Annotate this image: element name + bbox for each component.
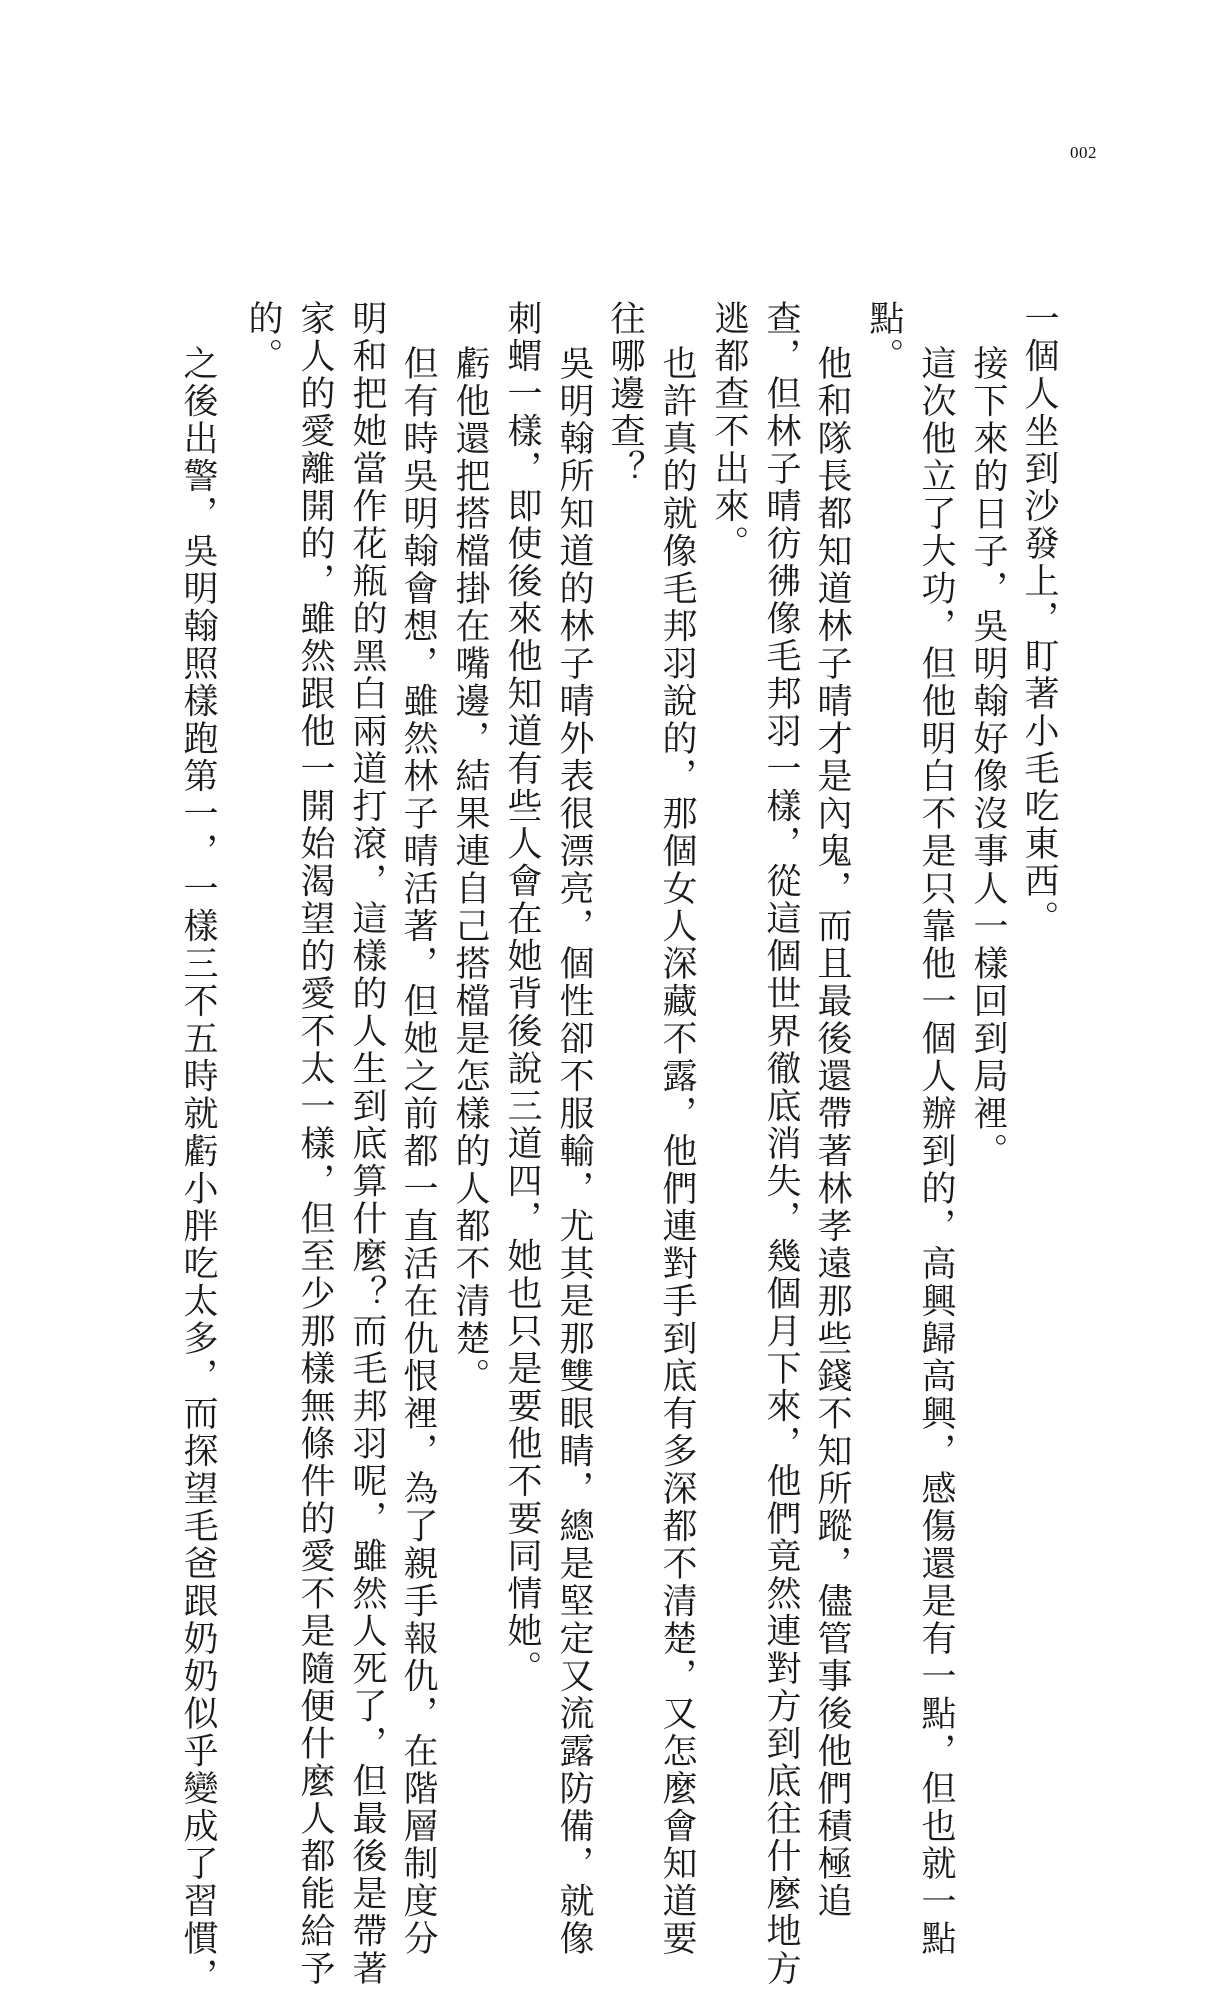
paragraph-line: 家人的愛離開的，雖然跟他一開始渴望的愛不太一樣，但至少那樣無條件的愛不是隨便什麼人都能給予 bbox=[295, 300, 335, 1988]
paragraph-line: 一個人坐到沙發上，盯著小毛吃東西。 bbox=[1019, 300, 1059, 938]
text-column-15 bbox=[291, 0, 339, 1988]
paragraph-line: 接下來的日子，吳明翰好像沒事人一樣回到局裡。 bbox=[968, 345, 1008, 1170]
paragraph-line: 往哪邊查？ bbox=[605, 300, 645, 488]
text-column-9 bbox=[601, 0, 649, 1701]
page-number: 002 bbox=[1070, 143, 1097, 162]
text-column-6 bbox=[757, 0, 805, 1988]
text-column-16 bbox=[239, 0, 287, 1701]
text-column-2 bbox=[964, 0, 1012, 1701]
paragraph-line: 明和把她當作花瓶的黑白兩道打滾，這樣的人生到底算什麼？而毛邦羽呢，雖然人死了，但最後是帶著 bbox=[347, 300, 387, 1988]
text-column-1 bbox=[1015, 0, 1063, 1701]
paragraph-line: 點。 bbox=[864, 300, 904, 375]
text-column-3 bbox=[912, 0, 960, 1958]
paragraph-line: 的。 bbox=[243, 300, 283, 375]
paragraph-line: 但有時吳明翰會想，雖然林子晴活著，但她之前都一直活在仇恨裡，為了親手報仇，在階層制度分 bbox=[398, 345, 438, 1958]
text-column-7 bbox=[705, 0, 753, 1701]
paragraph-line: 逃都查不出來。 bbox=[709, 300, 749, 563]
paragraph-line: 查，但林子晴彷彿像毛邦羽一樣，從這個世界徹底消失，幾個月下來，他們竟然連對方到底往什麼地方 bbox=[761, 300, 801, 1988]
text-column-10 bbox=[550, 0, 598, 1958]
text-column-8 bbox=[653, 0, 701, 1958]
text-column-14 bbox=[343, 0, 391, 1988]
paragraph-line: 這次他立了大功，但他明白不是只靠他一個人辦到的，高興歸高興，感傷還是有一點，但也就一點 bbox=[916, 345, 956, 1958]
paragraph-line: 也許真的就像毛邦羽說的，那個女人深藏不露，他們連對手到底有多深都不清楚，又怎麼會知道要 bbox=[657, 345, 697, 1958]
text-column-17 bbox=[174, 0, 222, 1995]
paragraph-line: 刺蝟一樣，即使後來他知道有些人會在她背後說三道四，她也只是要他不要同情她。 bbox=[502, 300, 542, 1688]
text-column-12 bbox=[446, 0, 494, 1701]
paragraph-line: 他和隊長都知道林子晴才是內鬼，而且最後還帶著林孝遠那些錢不知所蹤，儘管事後他們積極追 bbox=[812, 345, 852, 1920]
text-column-4 bbox=[860, 0, 908, 1701]
paragraph-line: 之後出警，吳明翰照樣跑第一，一樣三不五時就虧小胖吃太多，而探望毛爸跟奶奶似乎變成了習慣， bbox=[178, 345, 218, 1995]
text-column-13 bbox=[394, 0, 442, 1958]
text-column-11 bbox=[498, 0, 546, 1701]
paragraph-line: 虧他還把搭檔掛在嘴邊，結果連自己搭檔是怎樣的人都不清楚。 bbox=[450, 345, 490, 1395]
text-column-5 bbox=[808, 0, 856, 1920]
paragraph-line: 吳明翰所知道的林子晴外表很漂亮，個性卻不服輸，尤其是那雙眼睛，總是堅定又流露防備，就像 bbox=[554, 345, 594, 1958]
